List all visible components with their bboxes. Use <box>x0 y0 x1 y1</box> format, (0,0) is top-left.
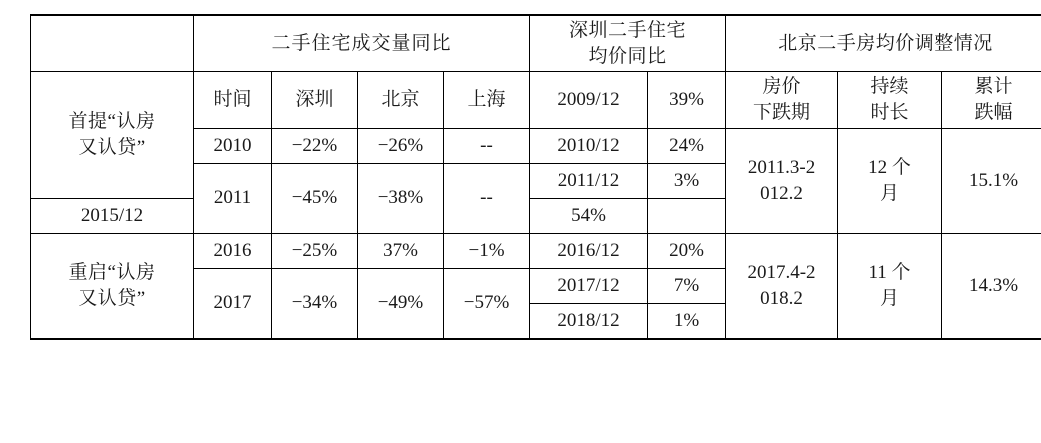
section-label-first-line2: 又认贷” <box>78 136 146 158</box>
sub-header-duration-line2: 时长 <box>870 101 909 123</box>
sub-header-shenzhen: 深圳 <box>272 72 358 128</box>
price-pct-cell: 3% <box>648 163 726 198</box>
duration-cell <box>838 233 942 339</box>
sub-header-cumulative-drop-line2: 跌幅 <box>974 101 1013 123</box>
price-pct-cell: 24% <box>648 128 726 163</box>
drop-period-cell <box>726 128 838 233</box>
sub-header-duration <box>838 72 942 128</box>
volume-shenzhen-cell: −34% <box>272 268 358 339</box>
sub-header-beijing: 北京 <box>358 72 444 128</box>
group-header-shenzhen-price-line1: 深圳二手住宅 <box>569 20 687 41</box>
volume-shanghai-cell: -- <box>444 128 530 163</box>
corner-cell <box>31 15 194 72</box>
sub-header-shanghai: 上海 <box>444 72 530 128</box>
duration-cell <box>838 128 942 233</box>
volume-time-cell: 2010 <box>194 128 272 163</box>
sub-header-time: 时间 <box>194 72 272 128</box>
drop-period-cell <box>726 233 838 339</box>
volume-shanghai-cell: -- <box>444 163 530 233</box>
price-date-cell: 2015/12 <box>31 198 194 233</box>
volume-beijing-cell: −38% <box>358 163 444 233</box>
volume-shanghai-cell: −1% <box>444 233 530 268</box>
section-label-second-line2: 又认贷” <box>78 287 146 309</box>
group-header-resale-volume: 二手住宅成交量同比 <box>194 15 530 72</box>
duration-line2: 月 <box>880 182 900 204</box>
table-row <box>31 233 1041 268</box>
price-pct-cell: 39% <box>648 72 726 128</box>
volume-time-cell: 2016 <box>194 233 272 268</box>
volume-beijing-cell: −26% <box>358 128 444 163</box>
price-pct-cell: 20% <box>648 233 726 268</box>
drop-period-line1: 2017.4-2 <box>747 261 816 283</box>
price-date-cell: 2018/12 <box>530 303 648 339</box>
price-date-cell: 2016/12 <box>530 233 648 268</box>
sub-header-cumulative-drop <box>942 72 1041 128</box>
volume-shanghai-cell: −57% <box>444 268 530 339</box>
volume-beijing-cell: 37% <box>358 233 444 268</box>
volume-beijing-cell: −49% <box>358 268 444 339</box>
volume-time-cell: 2011 <box>194 163 272 233</box>
section-label-second <box>31 233 194 339</box>
sub-header-duration-line1: 持续 <box>870 76 909 98</box>
sub-header-cumulative-drop-line1: 累计 <box>974 76 1013 98</box>
volume-shenzhen-cell: −45% <box>272 163 358 233</box>
volume-shenzhen-cell: −22% <box>272 128 358 163</box>
price-date-cell: 2011/12 <box>530 163 648 198</box>
sub-header-price-drop-period-line1: 房价 <box>762 76 801 98</box>
volume-shenzhen-cell: −25% <box>272 233 358 268</box>
section-label-first-line1: 首提“认房 <box>68 111 156 133</box>
group-header-beijing-adjust: 北京二手房均价调整情况 <box>726 15 1041 72</box>
price-date-cell: 2010/12 <box>530 128 648 163</box>
drop-period-line1: 2011.3-2 <box>747 156 816 178</box>
drop-period-line2: 012.2 <box>760 182 803 204</box>
volume-time-cell: 2017 <box>194 268 272 339</box>
table-group-header-row <box>31 15 1041 72</box>
duration-line1: 11 个 <box>868 261 911 283</box>
section-label-first <box>31 72 194 198</box>
duration-line2: 月 <box>880 287 900 309</box>
group-header-shenzhen-price <box>530 15 726 72</box>
price-pct-cell: 54% <box>530 198 648 233</box>
duration-line1: 12 个 <box>868 156 911 178</box>
table-sub-header-row <box>31 72 1041 128</box>
price-pct-cell: 7% <box>648 268 726 303</box>
price-date-cell: 2009/12 <box>530 72 648 128</box>
sub-header-price-drop-period <box>726 72 838 128</box>
cumulative-drop-cell: 15.1% <box>942 128 1041 233</box>
drop-period-line2: 018.2 <box>760 287 803 309</box>
cumulative-drop-cell: 14.3% <box>942 233 1041 339</box>
group-header-shenzhen-price-line2: 均价同比 <box>588 45 667 67</box>
price-date-cell: 2017/12 <box>530 268 648 303</box>
data-table <box>30 14 1041 340</box>
price-pct-cell: 1% <box>648 303 726 339</box>
sub-header-price-drop-period-line2: 下跌期 <box>753 101 811 123</box>
section-label-second-line1: 重启“认房 <box>68 261 156 283</box>
